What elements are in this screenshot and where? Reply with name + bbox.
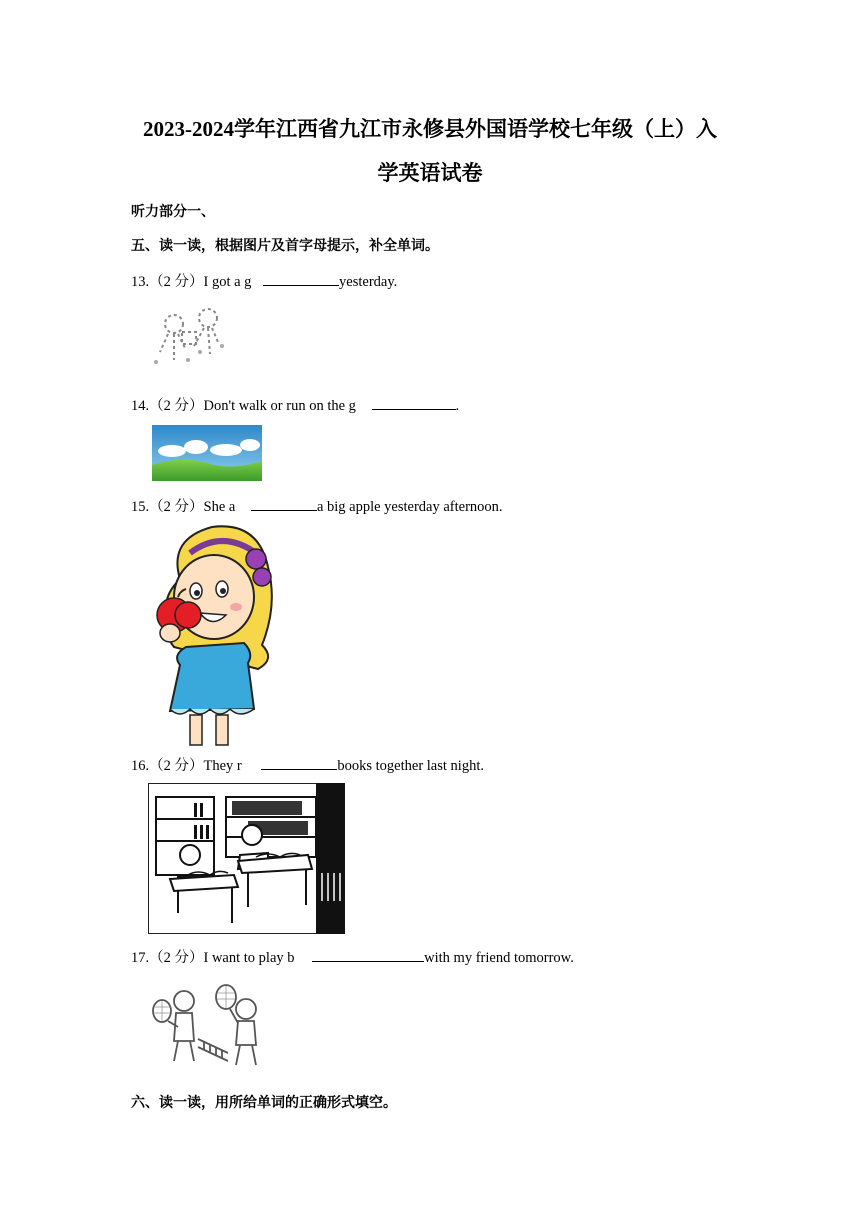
answer-blank[interactable] [261, 755, 337, 770]
exam-title-line-2: 学英语试卷 [377, 161, 483, 185]
question-score: （2 分） [149, 274, 204, 290]
question-score: （2 分） [149, 398, 204, 414]
question-text-before: They r [203, 758, 242, 774]
question-number: 13. [131, 274, 150, 290]
question-text-after: . [455, 398, 460, 414]
question-16 [131, 755, 484, 775]
question-text-after: yesterday. [339, 274, 398, 290]
answer-blank[interactable] [263, 271, 339, 286]
question-text-before: Don't walk or run on the g [203, 398, 356, 414]
question-score: （2 分） [149, 758, 204, 774]
question-number: 15. [131, 499, 150, 515]
question-text-after: books together last night. [337, 758, 484, 774]
question-text-before: She a [203, 499, 236, 515]
answer-blank[interactable] [251, 496, 317, 511]
badminton-players-illustration [150, 983, 272, 1071]
children-reading-library-illustration [148, 783, 345, 934]
question-score: （2 分） [149, 950, 204, 966]
exam-title-line-1: 2023-2024学年江西省九江市永修县外国语学校七年级（上）入 [143, 117, 717, 141]
question-score: （2 分） [149, 499, 204, 515]
section-5-heading: 五、读一读，根据图片及首字母提示，补全单词。 [131, 238, 439, 254]
question-text-before: I want to play b [203, 950, 295, 966]
question-text-after: with my friend tomorrow. [424, 950, 574, 966]
question-number: 17. [131, 950, 150, 966]
section-6-heading: 六、读一读，用所给单词的正确形式填空。 [131, 1095, 397, 1111]
section-listening-heading: 听力部分一、 [131, 204, 215, 220]
answer-blank[interactable] [312, 947, 424, 962]
grass-field-sky-illustration [152, 425, 262, 481]
question-14 [131, 395, 459, 415]
answer-blank[interactable] [372, 395, 456, 410]
girl-eating-apple-illustration [150, 519, 282, 747]
question-17 [131, 947, 574, 967]
question-text-before: I got a g [203, 274, 252, 290]
question-number: 16. [131, 758, 150, 774]
question-text-after: a big apple yesterday afternoon. [316, 499, 503, 515]
question-13 [131, 271, 397, 291]
gift-sketch-illustration [148, 302, 230, 368]
question-number: 14. [131, 398, 150, 414]
question-15 [131, 496, 503, 516]
